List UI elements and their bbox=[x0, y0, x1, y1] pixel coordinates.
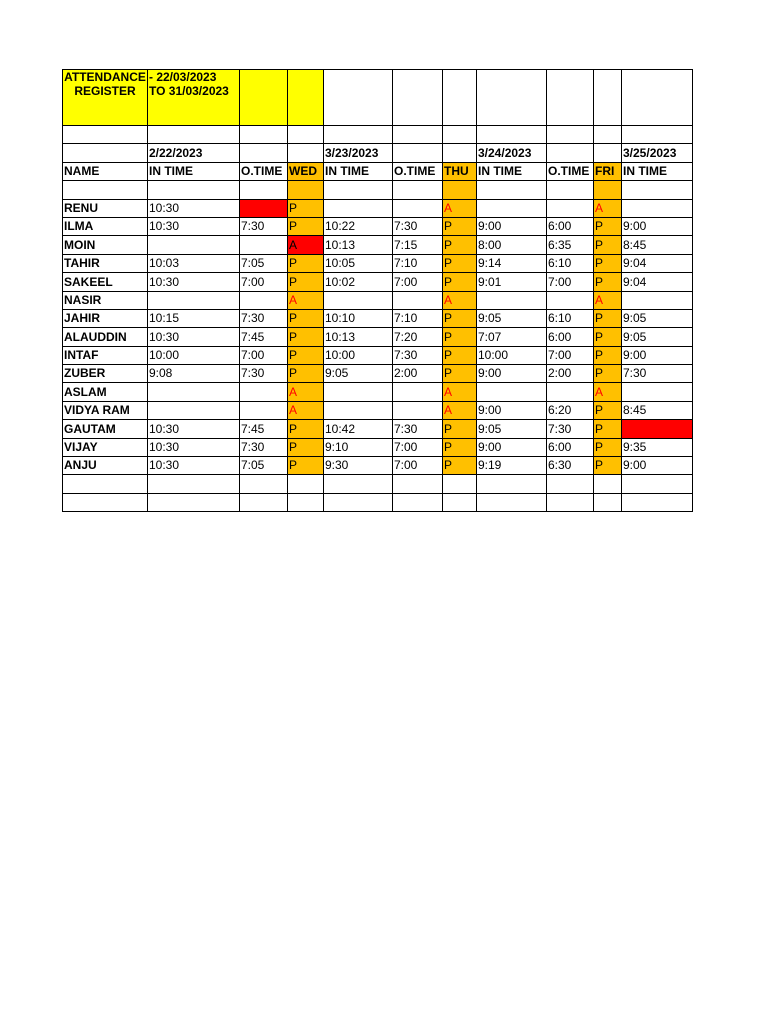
out-time-cell[interactable] bbox=[547, 199, 594, 217]
in-time-cell[interactable]: 10:30 bbox=[148, 457, 240, 475]
status-cell[interactable]: P bbox=[288, 346, 324, 364]
out-time-cell[interactable]: 6:10 bbox=[547, 309, 594, 327]
blank-cell[interactable] bbox=[594, 493, 622, 511]
employee-name[interactable]: MOIN bbox=[63, 236, 148, 254]
blank-cell[interactable] bbox=[477, 181, 547, 199]
blank-cell[interactable] bbox=[324, 493, 393, 511]
blank-cell[interactable] bbox=[443, 181, 477, 199]
employee-name[interactable]: ZUBER bbox=[63, 365, 148, 383]
status-cell[interactable]: P bbox=[594, 309, 622, 327]
status-cell[interactable]: A bbox=[288, 401, 324, 419]
in-time-cell[interactable] bbox=[324, 383, 393, 401]
in-time-cell[interactable]: 8:45 bbox=[622, 401, 693, 419]
blank-cell[interactable] bbox=[324, 475, 393, 493]
in-time-cell[interactable] bbox=[324, 199, 393, 217]
in-time-cell[interactable] bbox=[148, 291, 240, 309]
employee-row bbox=[63, 273, 693, 291]
blank-cell[interactable] bbox=[324, 126, 393, 144]
out-time-cell[interactable]: 7:30 bbox=[240, 217, 288, 235]
blank-cell[interactable] bbox=[594, 144, 622, 162]
in-time-cell[interactable]: 10:30 bbox=[148, 438, 240, 456]
in-time-cell[interactable] bbox=[324, 291, 393, 309]
in-time-cell[interactable]: 10:30 bbox=[148, 328, 240, 346]
status-cell[interactable]: P bbox=[594, 273, 622, 291]
status-cell[interactable]: P bbox=[288, 457, 324, 475]
out-time-cell[interactable] bbox=[240, 291, 288, 309]
blank-cell[interactable] bbox=[443, 126, 477, 144]
blank-cell[interactable] bbox=[63, 181, 148, 199]
in-time-cell[interactable]: 7:30 bbox=[622, 365, 693, 383]
day-header[interactable]: WED bbox=[288, 162, 324, 180]
in-time-cell[interactable]: 10:45 bbox=[622, 420, 693, 438]
out-time-cell[interactable]: 7:30 bbox=[240, 438, 288, 456]
in-time-cell[interactable]: 10:00 bbox=[324, 346, 393, 364]
in-time-cell[interactable]: 9:00 bbox=[477, 365, 547, 383]
attendance-sheet bbox=[62, 69, 693, 512]
out-time-cell[interactable]: 7:00 bbox=[393, 438, 443, 456]
status-cell[interactable]: P bbox=[594, 457, 622, 475]
in-time-cell[interactable]: 9:19 bbox=[477, 457, 547, 475]
out-time-cell[interactable]: 7:10 bbox=[393, 254, 443, 272]
out-time-cell[interactable]: 6:20 bbox=[547, 401, 594, 419]
in-time-cell[interactable] bbox=[622, 383, 693, 401]
employee-name[interactable]: JAHIR bbox=[63, 309, 148, 327]
out-time-cell[interactable] bbox=[393, 291, 443, 309]
register-title: ATTENDANCE REGISTER bbox=[64, 70, 146, 98]
out-time-cell[interactable]: 6:30 bbox=[547, 457, 594, 475]
blank-cell[interactable] bbox=[288, 493, 324, 511]
blank-cell[interactable] bbox=[547, 493, 594, 511]
out-time-cell[interactable] bbox=[547, 291, 594, 309]
in-time-cell[interactable] bbox=[477, 199, 547, 217]
blank-cell[interactable] bbox=[288, 181, 324, 199]
out-time-header[interactable]: O.TIME bbox=[240, 162, 288, 180]
blank-cell[interactable] bbox=[443, 493, 477, 511]
employee-row bbox=[63, 309, 693, 327]
blank-cell[interactable] bbox=[443, 475, 477, 493]
status-cell[interactable]: P bbox=[288, 365, 324, 383]
in-time-cell[interactable] bbox=[622, 291, 693, 309]
in-time-cell[interactable]: 9:05 bbox=[477, 309, 547, 327]
in-time-header[interactable]: IN TIME bbox=[324, 162, 393, 180]
in-time-cell[interactable] bbox=[148, 383, 240, 401]
blank-cell[interactable] bbox=[622, 126, 693, 144]
out-time-cell[interactable] bbox=[393, 199, 443, 217]
in-time-header[interactable]: IN TIME bbox=[622, 162, 693, 180]
blank-cell[interactable] bbox=[148, 475, 240, 493]
blank-cell[interactable] bbox=[393, 126, 443, 144]
day-header[interactable]: THU bbox=[443, 162, 477, 180]
out-time-cell[interactable]: 7:30 bbox=[240, 365, 288, 383]
in-time-cell[interactable] bbox=[622, 199, 693, 217]
employee-row bbox=[63, 199, 693, 217]
out-time-cell[interactable]: 6:00 bbox=[547, 438, 594, 456]
blank-cell[interactable] bbox=[547, 70, 594, 126]
blank-cell[interactable] bbox=[240, 126, 288, 144]
in-time-header[interactable]: IN TIME bbox=[148, 162, 240, 180]
blank-cell[interactable] bbox=[622, 475, 693, 493]
out-time-cell[interactable]: 7:05 bbox=[240, 457, 288, 475]
employee-row bbox=[63, 401, 693, 419]
blank-cell[interactable] bbox=[622, 493, 693, 511]
in-time-cell[interactable]: 9:04 bbox=[622, 273, 693, 291]
in-time-cell[interactable] bbox=[324, 401, 393, 419]
status-cell[interactable]: P bbox=[288, 438, 324, 456]
employee-name[interactable]: VIJAY bbox=[63, 438, 148, 456]
status-cell[interactable]: A bbox=[443, 291, 477, 309]
in-time-cell[interactable]: 9:00 bbox=[477, 401, 547, 419]
employee-name[interactable]: ANJU bbox=[63, 457, 148, 475]
employee-row bbox=[63, 291, 693, 309]
employee-name[interactable]: VIDYA RAM bbox=[63, 401, 148, 419]
status-cell[interactable]: P bbox=[288, 273, 324, 291]
in-time-cell[interactable]: 10:13 bbox=[324, 328, 393, 346]
day-header[interactable]: FRI bbox=[594, 162, 622, 180]
out-time-cell[interactable]: 7:30 bbox=[393, 217, 443, 235]
title-row bbox=[63, 70, 693, 126]
blank-row bbox=[63, 493, 693, 511]
out-time-cell[interactable]: 7:10 bbox=[393, 309, 443, 327]
employee-row bbox=[63, 236, 693, 254]
blank-cell[interactable] bbox=[288, 475, 324, 493]
blank-cell[interactable] bbox=[547, 475, 594, 493]
blank-cell[interactable] bbox=[594, 126, 622, 144]
status-cell[interactable]: P bbox=[288, 254, 324, 272]
employee-name[interactable]: ILMA bbox=[63, 217, 148, 235]
spacer-row bbox=[63, 126, 693, 144]
blank-cell[interactable] bbox=[148, 126, 240, 144]
out-time-cell[interactable]: 7:00 bbox=[547, 273, 594, 291]
in-time-cell[interactable]: 8:45 bbox=[622, 236, 693, 254]
employee-name[interactable]: ASLAM bbox=[63, 383, 148, 401]
in-time-cell[interactable]: 7:07 bbox=[477, 328, 547, 346]
in-time-cell[interactable]: 10:00 bbox=[148, 346, 240, 364]
status-cell[interactable]: P bbox=[443, 273, 477, 291]
out-time-cell[interactable]: 6:00 bbox=[547, 328, 594, 346]
out-time-cell[interactable]: 7:45 bbox=[240, 420, 288, 438]
in-time-cell[interactable]: 9:05 bbox=[622, 309, 693, 327]
name-header[interactable]: NAME bbox=[63, 162, 148, 180]
out-time-header[interactable]: O.TIME bbox=[547, 162, 594, 180]
out-time-cell[interactable] bbox=[240, 383, 288, 401]
blank-cell[interactable] bbox=[240, 493, 288, 511]
in-time-cell[interactable]: 9:00 bbox=[477, 438, 547, 456]
employee-name[interactable]: INTAF bbox=[63, 346, 148, 364]
in-time-cell[interactable]: 9:10 bbox=[324, 438, 393, 456]
out-time-cell[interactable]: 6:35 bbox=[547, 236, 594, 254]
date-cell[interactable]: 3/25/2023 bbox=[622, 144, 693, 162]
out-time-cell[interactable] bbox=[393, 401, 443, 419]
status-cell[interactable]: P bbox=[594, 438, 622, 456]
spacer-row bbox=[63, 181, 693, 199]
in-time-cell[interactable]: 10:30 bbox=[148, 273, 240, 291]
status-cell[interactable]: A bbox=[288, 236, 324, 254]
blank-cell[interactable] bbox=[324, 181, 393, 199]
header-row bbox=[63, 162, 693, 180]
status-cell[interactable]: P bbox=[594, 365, 622, 383]
out-time-cell[interactable]: 3:00 bbox=[240, 199, 288, 217]
in-time-cell[interactable]: 10:13 bbox=[324, 236, 393, 254]
blank-cell[interactable] bbox=[324, 70, 393, 126]
in-time-cell[interactable]: 10:10 bbox=[324, 309, 393, 327]
in-time-cell[interactable]: 10:30 bbox=[148, 217, 240, 235]
blank-cell[interactable] bbox=[393, 475, 443, 493]
employee-name[interactable]: TAHIR bbox=[63, 254, 148, 272]
employee-row bbox=[63, 383, 693, 401]
in-time-cell[interactable]: 10:15 bbox=[148, 309, 240, 327]
in-time-cell[interactable] bbox=[148, 236, 240, 254]
blank-cell[interactable] bbox=[240, 181, 288, 199]
employee-row bbox=[63, 457, 693, 475]
in-time-cell[interactable]: 9:00 bbox=[622, 346, 693, 364]
status-cell[interactable]: P bbox=[288, 420, 324, 438]
out-time-cell[interactable]: 6:10 bbox=[547, 254, 594, 272]
out-time-cell[interactable]: 6:00 bbox=[547, 217, 594, 235]
status-cell[interactable]: A bbox=[288, 383, 324, 401]
out-time-cell[interactable]: 7:30 bbox=[393, 346, 443, 364]
status-cell[interactable]: P bbox=[443, 346, 477, 364]
status-cell[interactable]: P bbox=[288, 217, 324, 235]
employee-row bbox=[63, 420, 693, 438]
date-cell[interactable]: 3/24/2023 bbox=[477, 144, 547, 162]
blank-cell[interactable] bbox=[477, 70, 547, 126]
in-time-cell[interactable]: 9:05 bbox=[622, 328, 693, 346]
out-time-cell[interactable] bbox=[547, 383, 594, 401]
out-time-cell[interactable] bbox=[393, 383, 443, 401]
in-time-cell[interactable]: 10:02 bbox=[324, 273, 393, 291]
in-time-cell[interactable] bbox=[148, 401, 240, 419]
blank-cell[interactable] bbox=[477, 475, 547, 493]
blank-cell[interactable] bbox=[288, 126, 324, 144]
employee-name[interactable]: RENU bbox=[63, 199, 148, 217]
blank-cell[interactable] bbox=[148, 493, 240, 511]
out-time-cell[interactable] bbox=[240, 236, 288, 254]
blank-cell[interactable] bbox=[594, 475, 622, 493]
in-time-cell[interactable]: 10:42 bbox=[324, 420, 393, 438]
status-cell[interactable]: P bbox=[288, 309, 324, 327]
blank-cell[interactable] bbox=[622, 181, 693, 199]
employee-row bbox=[63, 346, 693, 364]
in-time-cell[interactable]: 10:00 bbox=[477, 346, 547, 364]
blank-cell[interactable] bbox=[477, 126, 547, 144]
out-time-cell[interactable]: 2:00 bbox=[393, 365, 443, 383]
in-time-cell[interactable]: 9:14 bbox=[477, 254, 547, 272]
in-time-cell[interactable]: 9:08 bbox=[148, 365, 240, 383]
register-title-cell[interactable] bbox=[63, 70, 148, 126]
title-blank-cell[interactable] bbox=[288, 70, 324, 126]
status-cell[interactable]: P bbox=[594, 346, 622, 364]
out-time-cell[interactable]: 7:15 bbox=[393, 236, 443, 254]
in-time-cell[interactable]: 10:30 bbox=[148, 199, 240, 217]
employee-name[interactable]: SAKEEL bbox=[63, 273, 148, 291]
out-time-cell[interactable]: 7:45 bbox=[240, 328, 288, 346]
in-time-header[interactable]: IN TIME bbox=[477, 162, 547, 180]
date-range-start: - 22/03/2023 bbox=[149, 70, 217, 84]
in-time-cell[interactable]: 10:05 bbox=[324, 254, 393, 272]
date-row bbox=[63, 144, 693, 162]
date-range-cell[interactable] bbox=[148, 70, 240, 126]
sheet-body bbox=[63, 70, 693, 512]
status-cell[interactable]: P bbox=[594, 328, 622, 346]
in-time-cell[interactable]: 9:05 bbox=[324, 365, 393, 383]
in-time-cell[interactable]: 9:00 bbox=[622, 217, 693, 235]
status-cell[interactable]: P bbox=[443, 457, 477, 475]
out-time-cell[interactable]: 7:30 bbox=[393, 420, 443, 438]
status-cell[interactable]: P bbox=[288, 199, 324, 217]
status-cell[interactable]: A bbox=[443, 199, 477, 217]
blank-cell[interactable] bbox=[240, 144, 288, 162]
status-cell[interactable]: P bbox=[594, 420, 622, 438]
out-time-cell[interactable]: 2:00 bbox=[547, 365, 594, 383]
title-blank-cell[interactable] bbox=[240, 70, 288, 126]
in-time-cell[interactable]: 9:00 bbox=[477, 217, 547, 235]
status-cell[interactable]: P bbox=[594, 217, 622, 235]
out-time-cell[interactable]: 7:00 bbox=[547, 346, 594, 364]
blank-cell[interactable] bbox=[393, 70, 443, 126]
blank-cell[interactable] bbox=[288, 144, 324, 162]
status-cell[interactable]: A bbox=[443, 401, 477, 419]
date-cell[interactable]: 2/22/2023 bbox=[148, 144, 240, 162]
in-time-cell[interactable]: 9:01 bbox=[477, 273, 547, 291]
employee-name[interactable]: ALAUDDIN bbox=[63, 328, 148, 346]
blank-cell[interactable] bbox=[63, 126, 148, 144]
blank-cell[interactable] bbox=[594, 70, 622, 126]
out-time-cell[interactable]: 7:00 bbox=[240, 346, 288, 364]
in-time-cell[interactable]: 9:05 bbox=[477, 420, 547, 438]
in-time-cell[interactable]: 9:00 bbox=[622, 457, 693, 475]
status-cell[interactable]: P bbox=[443, 217, 477, 235]
blank-cell[interactable] bbox=[477, 493, 547, 511]
out-time-cell[interactable] bbox=[240, 401, 288, 419]
out-time-cell[interactable]: 7:00 bbox=[240, 273, 288, 291]
out-time-header[interactable]: O.TIME bbox=[393, 162, 443, 180]
blank-cell[interactable] bbox=[393, 493, 443, 511]
employee-row bbox=[63, 438, 693, 456]
in-time-cell[interactable]: 10:03 bbox=[148, 254, 240, 272]
employee-name[interactable]: NASIR bbox=[63, 291, 148, 309]
blank-cell[interactable] bbox=[547, 181, 594, 199]
out-time-cell[interactable]: 7:00 bbox=[393, 273, 443, 291]
out-time-cell[interactable]: 7:30 bbox=[240, 309, 288, 327]
blank-cell[interactable] bbox=[63, 475, 148, 493]
status-cell[interactable]: P bbox=[443, 438, 477, 456]
out-time-cell[interactable]: 7:20 bbox=[393, 328, 443, 346]
out-time-cell[interactable]: 7:30 bbox=[547, 420, 594, 438]
blank-cell[interactable] bbox=[443, 144, 477, 162]
employee-row bbox=[63, 217, 693, 235]
status-cell[interactable]: P bbox=[594, 401, 622, 419]
status-cell[interactable]: P bbox=[594, 254, 622, 272]
out-time-cell[interactable]: 7:05 bbox=[240, 254, 288, 272]
status-cell[interactable]: P bbox=[443, 236, 477, 254]
status-cell[interactable]: A bbox=[594, 199, 622, 217]
in-time-cell[interactable] bbox=[477, 291, 547, 309]
employee-name[interactable]: GAUTAM bbox=[63, 420, 148, 438]
status-cell[interactable]: P bbox=[443, 309, 477, 327]
status-cell[interactable]: A bbox=[288, 291, 324, 309]
in-time-cell[interactable]: 10:30 bbox=[148, 420, 240, 438]
status-cell[interactable]: P bbox=[594, 236, 622, 254]
blank-cell[interactable] bbox=[547, 126, 594, 144]
date-cell[interactable]: 3/23/2023 bbox=[324, 144, 393, 162]
in-time-cell[interactable]: 9:30 bbox=[324, 457, 393, 475]
out-time-cell[interactable]: 7:00 bbox=[393, 457, 443, 475]
status-cell[interactable]: P bbox=[443, 420, 477, 438]
blank-cell[interactable] bbox=[594, 181, 622, 199]
blank-cell[interactable] bbox=[393, 144, 443, 162]
blank-row bbox=[63, 475, 693, 493]
blank-cell[interactable] bbox=[63, 144, 148, 162]
employee-row bbox=[63, 254, 693, 272]
date-range-end: TO 31/03/2023 bbox=[149, 84, 229, 98]
blank-cell[interactable] bbox=[63, 493, 148, 511]
blank-cell[interactable] bbox=[443, 70, 477, 126]
status-cell[interactable]: P bbox=[288, 328, 324, 346]
status-cell[interactable]: A bbox=[594, 291, 622, 309]
in-time-cell[interactable]: 9:04 bbox=[622, 254, 693, 272]
blank-cell[interactable] bbox=[547, 144, 594, 162]
status-cell[interactable]: P bbox=[443, 254, 477, 272]
status-cell[interactable]: A bbox=[443, 383, 477, 401]
employee-row bbox=[63, 328, 693, 346]
status-cell[interactable]: P bbox=[443, 328, 477, 346]
employee-row bbox=[63, 365, 693, 383]
in-time-cell[interactable] bbox=[477, 383, 547, 401]
in-time-cell[interactable]: 8:00 bbox=[477, 236, 547, 254]
in-time-cell[interactable]: 9:35 bbox=[622, 438, 693, 456]
blank-cell[interactable] bbox=[148, 181, 240, 199]
blank-cell[interactable] bbox=[393, 181, 443, 199]
status-cell[interactable]: A bbox=[594, 383, 622, 401]
in-time-cell[interactable]: 10:22 bbox=[324, 217, 393, 235]
blank-cell[interactable] bbox=[622, 70, 693, 126]
blank-cell[interactable] bbox=[240, 475, 288, 493]
status-cell[interactable]: P bbox=[443, 365, 477, 383]
